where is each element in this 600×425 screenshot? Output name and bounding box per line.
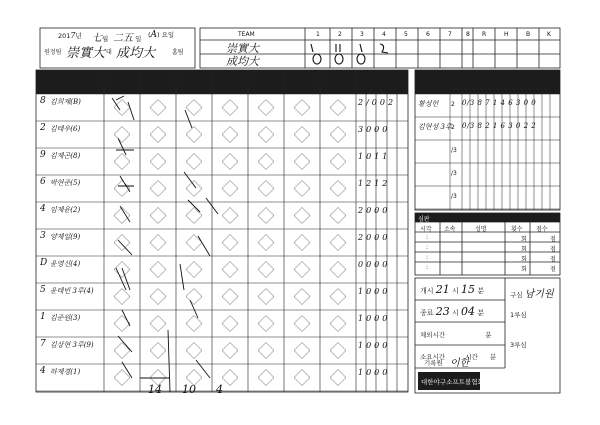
subs-score-suffix: 점	[550, 246, 556, 253]
base-diamond	[258, 289, 274, 305]
base-diamond	[150, 316, 166, 332]
pitcher-innings: 2	[451, 101, 455, 108]
base-diamond	[150, 289, 166, 305]
subs-header: 점수	[536, 226, 548, 233]
batter-name: 윤영신(4)	[50, 260, 81, 268]
pitcher-innings: /3	[451, 193, 457, 200]
batter-slot: 8	[40, 96, 46, 106]
base-diamond	[330, 316, 346, 332]
base-diamond	[258, 127, 274, 143]
base-diamond	[258, 235, 274, 251]
subs-inning-suffix: 회	[521, 246, 527, 253]
subs-score-suffix: 점	[550, 266, 556, 273]
batter-stats: 1212	[358, 179, 391, 188]
home-team-label: 홈팀	[172, 49, 184, 56]
base-diamond	[258, 181, 274, 197]
batter-name: 윤태빈 3루(4)	[50, 287, 94, 295]
pitcher-name: 김현성 3루	[418, 123, 452, 131]
inning-header: 2	[338, 31, 342, 38]
subs-header: 횟수	[511, 226, 523, 233]
scorer-label-main: 기록원	[424, 359, 443, 367]
base-diamond	[222, 343, 238, 359]
inning-header: 7	[448, 31, 452, 38]
base-diamond	[186, 262, 202, 278]
month-field: 七월	[92, 33, 109, 44]
base-diamond	[186, 316, 202, 332]
base-diamond	[222, 127, 238, 143]
base-diamond	[222, 370, 238, 386]
scorer-name: 이한	[450, 358, 470, 369]
away-team-name: 崇實大	[66, 46, 106, 61]
base-diamond	[294, 289, 310, 305]
base-diamond	[258, 100, 274, 116]
batter-stats: 0000	[358, 260, 391, 269]
batter-stats: 2000	[358, 233, 391, 242]
batter-stats: 1000	[358, 341, 391, 350]
total-header: B	[526, 31, 531, 38]
base-diamond	[114, 316, 130, 332]
base-diamond	[186, 235, 202, 251]
base-diamond	[222, 262, 238, 278]
team-header: TEAM	[238, 31, 255, 38]
batter-stats: 1000	[358, 368, 391, 377]
batter-slot: 4	[40, 366, 46, 376]
base-diamond	[330, 289, 346, 305]
base-diamond	[186, 208, 202, 224]
base-diamond	[222, 100, 238, 116]
subs-header: 소속	[444, 226, 456, 233]
base-diamond	[222, 235, 238, 251]
base-diamond	[114, 100, 130, 116]
plate-umpire: 구심 남기원	[510, 289, 554, 300]
subs-score-suffix: 점	[550, 256, 556, 263]
batter-slot: 5	[40, 285, 46, 295]
batter-stats: 2/002	[358, 98, 397, 107]
batter-stats: 2000	[358, 206, 391, 215]
vs-label: 대	[106, 49, 112, 56]
base-diamond	[294, 262, 310, 278]
linescore-away-team: 崇實大	[226, 42, 259, 55]
subs-time: :	[426, 264, 429, 271]
start-time: 개시 21 시 15 분	[420, 283, 484, 296]
base-diamond	[330, 370, 346, 386]
base-diamond	[258, 370, 274, 386]
base-diamond	[330, 127, 346, 143]
base-diamond	[150, 100, 166, 116]
base-diamond	[294, 154, 310, 170]
subs-header: 성명	[475, 226, 487, 233]
base-diamond	[150, 154, 166, 170]
batter-slot: 2	[40, 123, 46, 133]
delay-time: 체외시간 분	[420, 331, 492, 339]
pitcher-innings: 2	[451, 124, 455, 131]
subs-header: 시각	[420, 226, 432, 233]
base-diamond	[150, 262, 166, 278]
third-base-umpire: 3루심	[510, 341, 527, 349]
batter-name: 김태우(6)	[50, 125, 81, 133]
subs-title: 심판	[418, 216, 430, 223]
base-diamond	[294, 127, 310, 143]
weekday-field: (A) 요일	[148, 30, 175, 40]
day-field: 二五 일	[113, 33, 142, 44]
pitcher-innings: /3	[451, 170, 457, 177]
batter-slot: 7	[40, 339, 46, 349]
subs-score-suffix: 점	[550, 236, 556, 243]
base-diamond	[114, 235, 130, 251]
base-diamond	[186, 100, 202, 116]
base-diamond	[294, 343, 310, 359]
batter-slot: D	[40, 258, 48, 268]
base-diamond	[294, 235, 310, 251]
batter-slot: 3	[40, 231, 46, 241]
inning-header: 6	[426, 31, 430, 38]
base-diamond	[186, 181, 202, 197]
base-diamond	[294, 208, 310, 224]
pitcher-line: 0/3 8 2 1 6 3 0 2 2	[462, 122, 537, 130]
batter-slot: 6	[40, 177, 46, 187]
base-diamond	[258, 343, 274, 359]
batter-stats: 1000	[358, 287, 391, 296]
batter-name: 하재경(1)	[50, 368, 81, 376]
batter-name: 김준원(3)	[50, 314, 81, 322]
home-team-name: 成均大	[116, 46, 156, 61]
inning-header: 1	[316, 31, 320, 38]
footer-org: 대한야구소프트볼협회	[421, 378, 484, 386]
subs-inning-suffix: 회	[521, 236, 527, 243]
bottom-total-1: 14	[148, 383, 162, 396]
batter-stats: 1011	[358, 152, 391, 161]
base-diamond	[150, 208, 166, 224]
base-diamond	[114, 289, 130, 305]
bottom-total-2: 10	[182, 383, 196, 396]
inning-header: 5	[404, 31, 408, 38]
base-diamond	[186, 289, 202, 305]
inning-header: 4	[382, 31, 386, 38]
year-label: 2017년	[58, 31, 82, 40]
base-diamond	[258, 208, 274, 224]
subs-time: :	[426, 234, 429, 241]
base-diamond	[150, 181, 166, 197]
base-diamond	[258, 316, 274, 332]
base-diamond	[294, 370, 310, 386]
base-diamond	[186, 154, 202, 170]
base-diamond	[330, 343, 346, 359]
base-diamond	[330, 100, 346, 116]
pitcher-innings: /3	[451, 147, 457, 154]
base-diamond	[222, 208, 238, 224]
away-team-label: 원정팀	[44, 49, 62, 56]
subs-time: :	[426, 254, 429, 261]
base-diamond	[186, 127, 202, 143]
duration: 소요시간 시간 분	[420, 353, 497, 361]
batter-slot: 9	[40, 150, 46, 160]
subs-inning-suffix: 회	[521, 256, 527, 263]
total-header: R	[482, 31, 487, 38]
batter-name: 김재곤(8)	[50, 152, 81, 160]
batter-name: 양재일(9)	[50, 233, 81, 241]
pitcher-line: 0/3 8 7 1 4 6 3 0 0	[462, 99, 537, 107]
subs-inning-suffix: 회	[521, 266, 527, 273]
batter-stats: 3000	[358, 125, 391, 134]
base-diamond	[150, 235, 166, 251]
base-diamond	[150, 343, 166, 359]
base-diamond	[258, 154, 274, 170]
pitcher-name: 황성헌	[418, 100, 439, 108]
batter-name: 임재윤(2)	[50, 206, 81, 214]
base-diamond	[114, 154, 130, 170]
base-diamond	[330, 208, 346, 224]
total-header: H	[504, 31, 509, 38]
base-diamond	[222, 316, 238, 332]
base-diamond	[114, 127, 130, 143]
base-diamond	[150, 127, 166, 143]
base-diamond	[114, 343, 130, 359]
base-diamond	[330, 235, 346, 251]
base-diamond	[222, 181, 238, 197]
base-diamond	[186, 343, 202, 359]
bottom-total-3: 4	[216, 383, 223, 396]
first-base-umpire: 1루심	[510, 311, 527, 319]
end-time: 종료 23 시 04 분	[420, 305, 484, 318]
batter-slot: 1	[40, 312, 46, 322]
total-header: K	[547, 31, 551, 38]
base-diamond	[294, 181, 310, 197]
base-diamond	[330, 181, 346, 197]
base-diamond	[330, 154, 346, 170]
batter-stats: 1000	[358, 314, 391, 323]
batter-name: 김희제(B)	[50, 98, 81, 106]
linescore-home-team: 成均大	[226, 55, 259, 68]
base-diamond	[294, 316, 310, 332]
base-diamond	[222, 154, 238, 170]
base-diamond	[294, 100, 310, 116]
inning-header: 3	[360, 31, 364, 38]
batter-name: 박현준(5)	[50, 179, 81, 187]
base-diamond	[114, 370, 130, 386]
base-diamond	[330, 262, 346, 278]
base-diamond	[258, 262, 274, 278]
inning-header: 8	[466, 31, 470, 38]
base-diamond	[222, 289, 238, 305]
batter-slot: 4	[40, 204, 46, 214]
batter-name: 김상현 3루(9)	[50, 341, 94, 349]
subs-time: :	[426, 244, 429, 251]
